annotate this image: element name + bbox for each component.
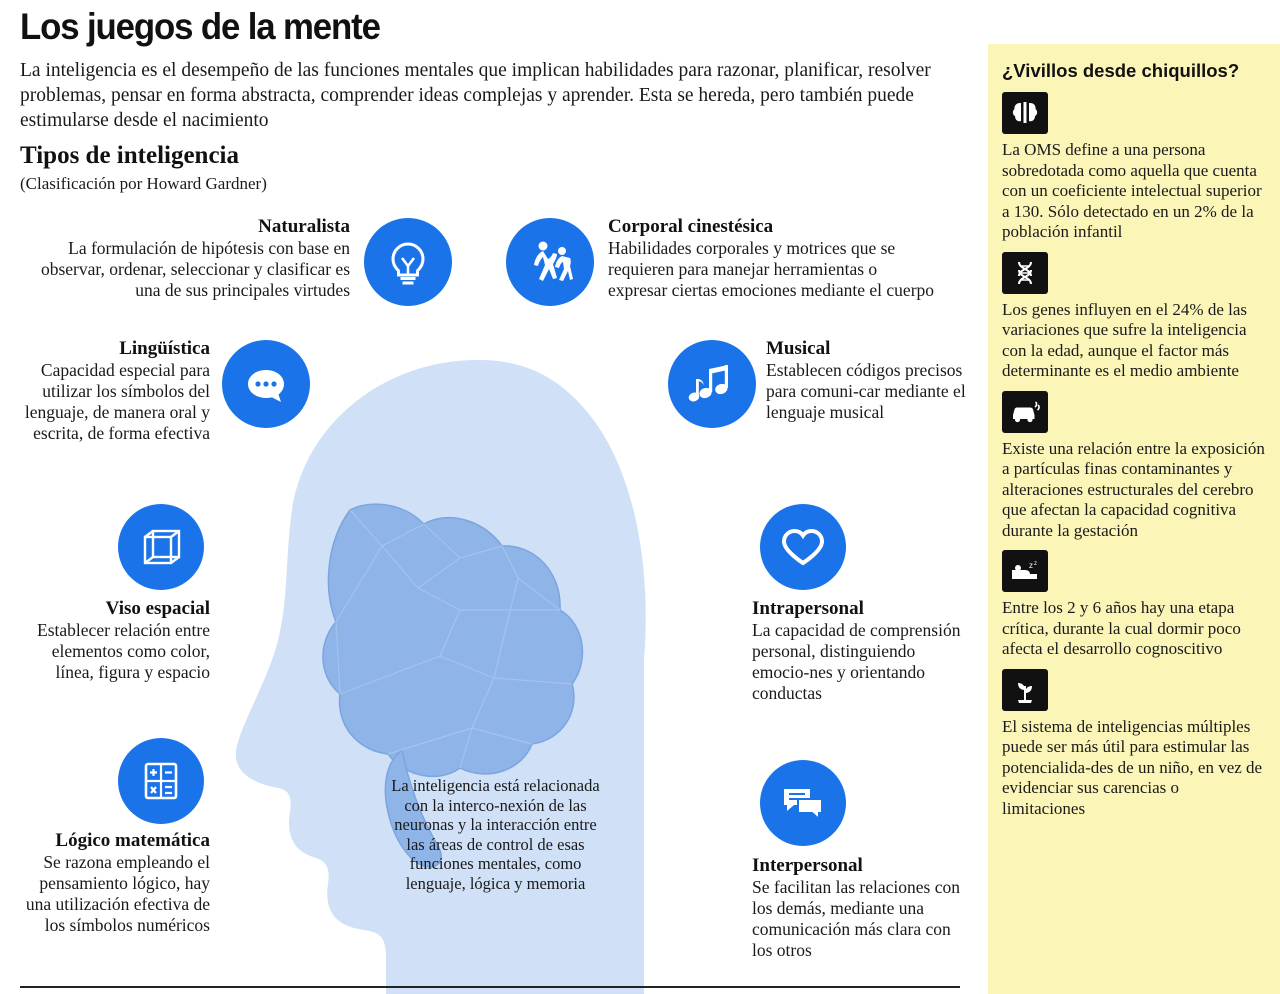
svg-text:z: z — [1034, 561, 1037, 567]
intel-viso-espacial-name: Viso espacial — [105, 598, 210, 619]
dna-icon — [1002, 252, 1048, 294]
bottom-divider — [20, 986, 960, 988]
music-notes-icon — [687, 359, 737, 409]
intel-intrapersonal-name: Intrapersonal — [752, 598, 864, 619]
fact-item — [1002, 92, 1266, 243]
fact-item — [1002, 252, 1266, 382]
fact-item — [1002, 550, 1266, 660]
sleeping-bed-icon — [1002, 550, 1048, 592]
fact-text: El sistema de inteligencias múltiples puede ser más útil para estimular las potencialida-des de un niño, en vez de evidenciar sus carencias o limitaciones — [1002, 716, 1263, 818]
fact-text: Existe una relación entre la exposición a partículas finas contaminantes y alteraciones estructurales del cerebro que afectan la capacidad cognitiva durante la gestación — [1002, 438, 1265, 540]
fact-item — [1002, 391, 1266, 542]
naturalista-icon-circle — [364, 218, 452, 306]
intel-linguistica-text: Capacidad especial para utilizar los símbolos del lenguaje, de manera oral y escrita, de forma efectiva — [24, 360, 210, 443]
musical-icon-circle — [668, 340, 756, 428]
viso-espacial-icon-circle — [118, 504, 204, 590]
intel-logico-matematica-text: Se razona empleando el pensamiento lógico, hay una utilización efectiva de los símbolos numéricos — [25, 852, 210, 935]
plant-growth-icon — [1002, 669, 1048, 711]
intel-logico-matematica — [20, 830, 210, 936]
intel-interpersonal — [752, 855, 964, 961]
intel-linguistica-name: Lingüística — [119, 338, 210, 359]
svg-text:z: z — [1029, 561, 1033, 570]
fact-text: Los genes influyen en el 24% de las variaciones que sufre la inteligencia con la edad, aunque el factor más determinante es el medio ambiente — [1002, 299, 1248, 380]
chat-bubbles-icon — [778, 778, 828, 828]
fact-item — [1002, 669, 1266, 820]
intel-viso-espacial-text: Establecer relación entre elementos como color, línea, figura y espacio — [37, 620, 210, 682]
section-subtitle: Tipos de inteligencia — [20, 142, 240, 169]
intel-corporal-name: Corporal cinestésica — [608, 216, 774, 237]
head-silhouette-illustration — [232, 360, 672, 994]
sidebar-facts-panel — [988, 44, 1280, 994]
intel-musical — [766, 338, 966, 423]
intel-naturalista — [30, 216, 350, 301]
logico-matematica-icon-circle — [118, 738, 204, 824]
lightbulb-icon — [382, 236, 434, 288]
intel-intrapersonal — [752, 598, 962, 704]
heart-icon — [778, 522, 828, 572]
intel-naturalista-text: La formulación de hipótesis con base en observar, ordenar, seleccionar y clasificar es una de sus principales virtudes — [40, 238, 350, 300]
intel-logico-matematica-name: Lógico matemática — [55, 830, 210, 851]
intel-corporal-text: Habilidades corporales y motrices que se requieren para manejar herramientas o expresar ciertas emociones mediante el cuerpo — [608, 238, 935, 300]
page-title: Los juegos de la mente — [20, 6, 380, 47]
page-deck: La inteligencia es el desempeño de las funciones mentales que implican habilidades para razonar, planificar, resolver problemas, pensar en forma abstracta, comprender ideas complejas y aprender. Esta se hereda, pero también puede estimularse desde el nacimiento — [20, 60, 931, 131]
speech-bubble-icon — [241, 359, 291, 409]
intel-intrapersonal-text: La capacidad de comprensión personal, distinguiendo emocio-nes y orientando conductas — [752, 620, 961, 703]
calculator-icon — [136, 756, 186, 806]
linguistica-icon-circle — [222, 340, 310, 428]
intel-viso-espacial — [20, 598, 210, 683]
fact-text: Entre los 2 y 6 años hay una etapa crítica, durante la cual dormir poco afecta el desarrollo cognoscitivo — [1002, 598, 1241, 658]
car-pollution-icon — [1002, 391, 1048, 433]
intel-interpersonal-text: Se facilitan las relaciones con los demás, mediante una comunicación más clara con los otros — [752, 877, 960, 960]
intel-linguistica — [20, 338, 210, 444]
sidebar-title: ¿Vivillos desde chiquillos? — [1002, 60, 1240, 81]
corporal-icon-circle — [506, 218, 594, 306]
interpersonal-icon-circle — [760, 760, 846, 846]
brain-icon — [1002, 92, 1048, 134]
brain-caption: La inteligencia está relacionada con la interco-nexión de las neuronas y la interacción entre las áreas de control de esas funciones mentales, como lenguaje, lógica y memoria — [391, 776, 600, 893]
dancers-icon — [523, 235, 577, 289]
intel-musical-text: Establecen códigos precisos para comuni-car mediante el lenguaje musical — [766, 360, 966, 422]
intel-interpersonal-name: Interpersonal — [752, 855, 863, 876]
classification-note: (Clasificación por Howard Gardner) — [20, 174, 267, 193]
fact-text: La OMS define a una persona sobredotada como aquella que cuenta con un coeficiente intelectual superior a 130. Sólo detectado en un 2% de la población infantil — [1002, 140, 1262, 241]
cube-icon — [136, 522, 186, 572]
intel-naturalista-name: Naturalista — [258, 216, 350, 237]
intel-corporal — [608, 216, 938, 301]
intrapersonal-icon-circle — [760, 504, 846, 590]
intel-musical-name: Musical — [766, 338, 831, 359]
